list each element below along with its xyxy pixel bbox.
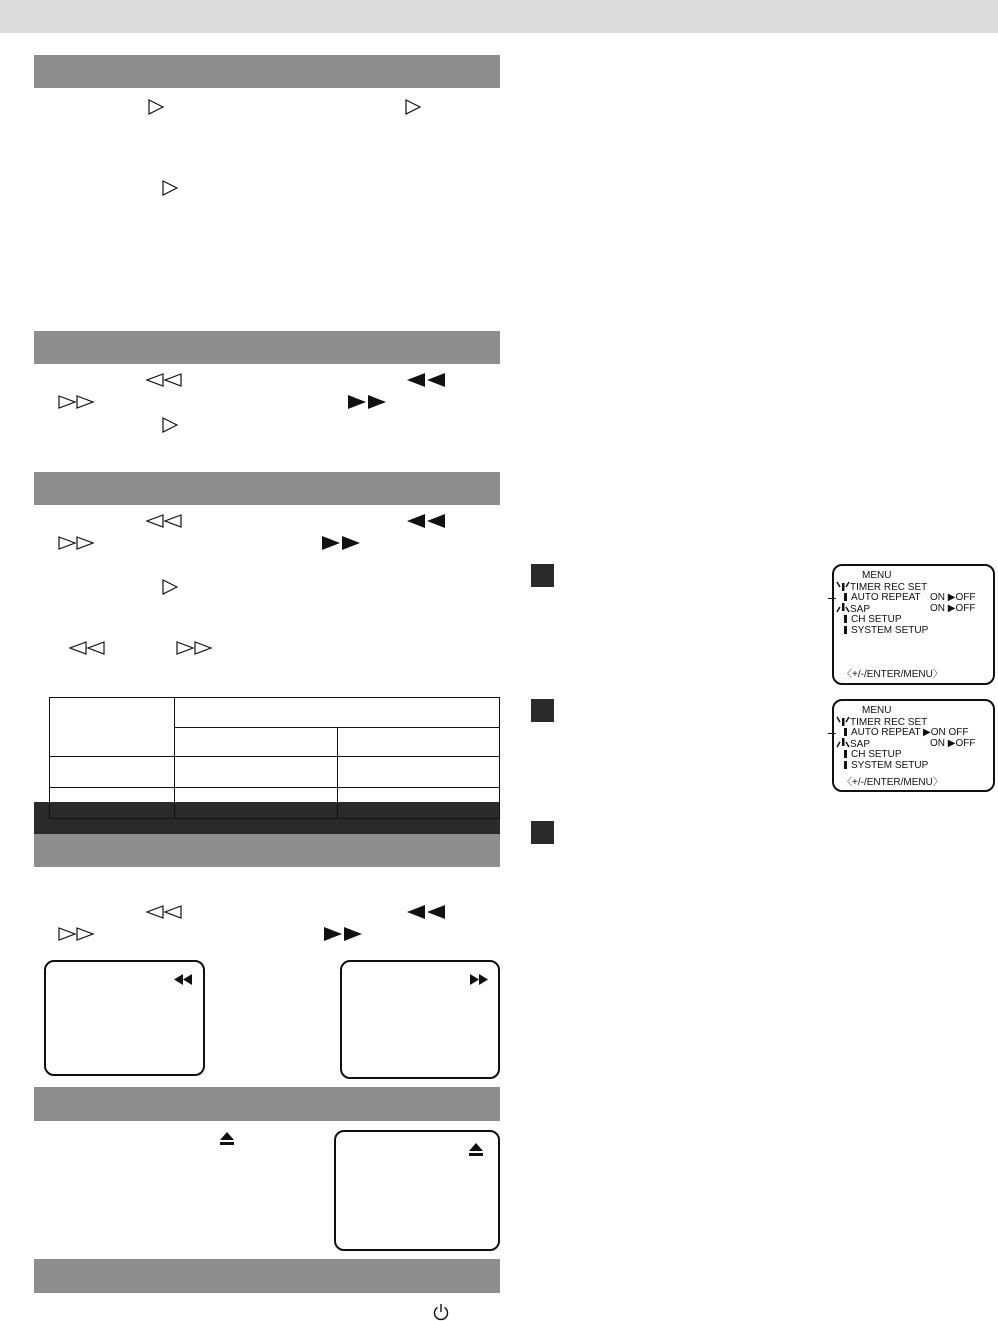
rewind-solid-icon bbox=[406, 513, 446, 529]
table-cell bbox=[50, 698, 175, 757]
menu-item-timer-rec-set: TIMER REC SET bbox=[836, 716, 927, 728]
rewind-screen bbox=[44, 960, 205, 1076]
play-icon bbox=[162, 180, 178, 196]
rewind-solid-icon bbox=[406, 904, 446, 920]
table-cell bbox=[338, 757, 500, 788]
table-cell bbox=[175, 728, 338, 757]
menu-option-auto-repeat: ON ▶OFF bbox=[930, 592, 976, 603]
play-icon bbox=[405, 99, 421, 115]
fast-forward-outline-icon bbox=[57, 395, 95, 409]
section-header-variable-search bbox=[34, 472, 500, 505]
menu-item-system-setup: SYSTEM SETUP bbox=[844, 625, 928, 636]
table-cell bbox=[338, 728, 500, 757]
fast-forward-solid-icon bbox=[321, 535, 361, 551]
step-marker-2 bbox=[531, 699, 554, 722]
menu-item-auto-repeat: AUTO REPEAT bbox=[844, 592, 921, 603]
play-icon bbox=[162, 417, 178, 433]
fast-forward-screen bbox=[340, 960, 500, 1079]
menu-item-auto-repeat: AUTO REPEAT bbox=[844, 727, 921, 738]
fast-forward-outline-icon bbox=[175, 641, 213, 655]
section-header-rewind-ff bbox=[34, 834, 500, 867]
menu-footer: 〈+/-/ENTER/MENU〉 bbox=[842, 669, 943, 680]
step-marker-1 bbox=[531, 564, 554, 587]
highlight-rays-icon bbox=[836, 738, 850, 748]
section-header-play bbox=[34, 55, 500, 88]
menu-item-sap: SAP bbox=[836, 738, 870, 750]
table-cell bbox=[175, 698, 500, 728]
menu-option-auto-repeat: ▶ON OFF bbox=[923, 727, 969, 738]
fast-forward-outline-icon bbox=[57, 927, 95, 941]
eject-icon bbox=[219, 1131, 235, 1146]
play-icon bbox=[148, 99, 164, 115]
section-header-power bbox=[34, 1259, 500, 1293]
speed-table bbox=[49, 697, 500, 819]
menu-item-ch-setup: CH SETUP bbox=[844, 749, 902, 760]
menu-option-sap: ON ▶OFF bbox=[930, 603, 976, 614]
fast-forward-solid-icon bbox=[470, 974, 488, 985]
highlight-rays-icon bbox=[836, 581, 850, 591]
menu-footer: 〈+/-/ENTER/MENU〉 bbox=[842, 777, 943, 788]
menu-item-sap: SAP bbox=[836, 603, 870, 615]
rewind-solid-icon bbox=[174, 974, 192, 985]
table-cell bbox=[338, 788, 500, 819]
power-icon bbox=[432, 1303, 450, 1321]
menu-item-system-setup: SYSTEM SETUP bbox=[844, 760, 928, 771]
rewind-outline-icon bbox=[145, 514, 183, 528]
rewind-outline-icon bbox=[145, 905, 183, 919]
menu-title: MENU bbox=[862, 570, 892, 581]
fast-forward-solid-icon bbox=[323, 926, 363, 942]
menu-item-timer-rec-set: TIMER REC SET bbox=[836, 581, 927, 593]
table-row bbox=[50, 757, 500, 788]
highlight-rays-icon bbox=[836, 603, 850, 613]
top-bar bbox=[0, 0, 998, 33]
pointer-line bbox=[828, 598, 836, 599]
table-cell bbox=[175, 788, 338, 819]
menu-title: MENU bbox=[862, 705, 892, 716]
highlight-rays-icon bbox=[836, 716, 850, 726]
table-cell bbox=[175, 757, 338, 788]
fast-forward-outline-icon bbox=[57, 536, 95, 550]
fast-forward-solid-icon bbox=[347, 394, 387, 410]
menu-option-sap: ON ▶OFF bbox=[930, 738, 976, 749]
menu-item-ch-setup: CH SETUP bbox=[844, 614, 902, 625]
table-row bbox=[50, 788, 500, 819]
menu-screen-1 bbox=[832, 564, 995, 685]
step-marker-3 bbox=[531, 821, 554, 844]
table-cell bbox=[50, 788, 175, 819]
rewind-solid-icon bbox=[406, 372, 446, 388]
rewind-outline-icon bbox=[145, 373, 183, 387]
eject-icon bbox=[468, 1142, 484, 1157]
rewind-outline-icon bbox=[68, 641, 106, 655]
play-icon bbox=[162, 579, 178, 595]
eject-screen bbox=[334, 1130, 500, 1251]
menu-screen-2 bbox=[832, 699, 995, 792]
section-header-search bbox=[34, 331, 500, 364]
table-cell bbox=[50, 757, 175, 788]
section-header-eject bbox=[34, 1087, 500, 1121]
pointer-line bbox=[828, 733, 836, 734]
